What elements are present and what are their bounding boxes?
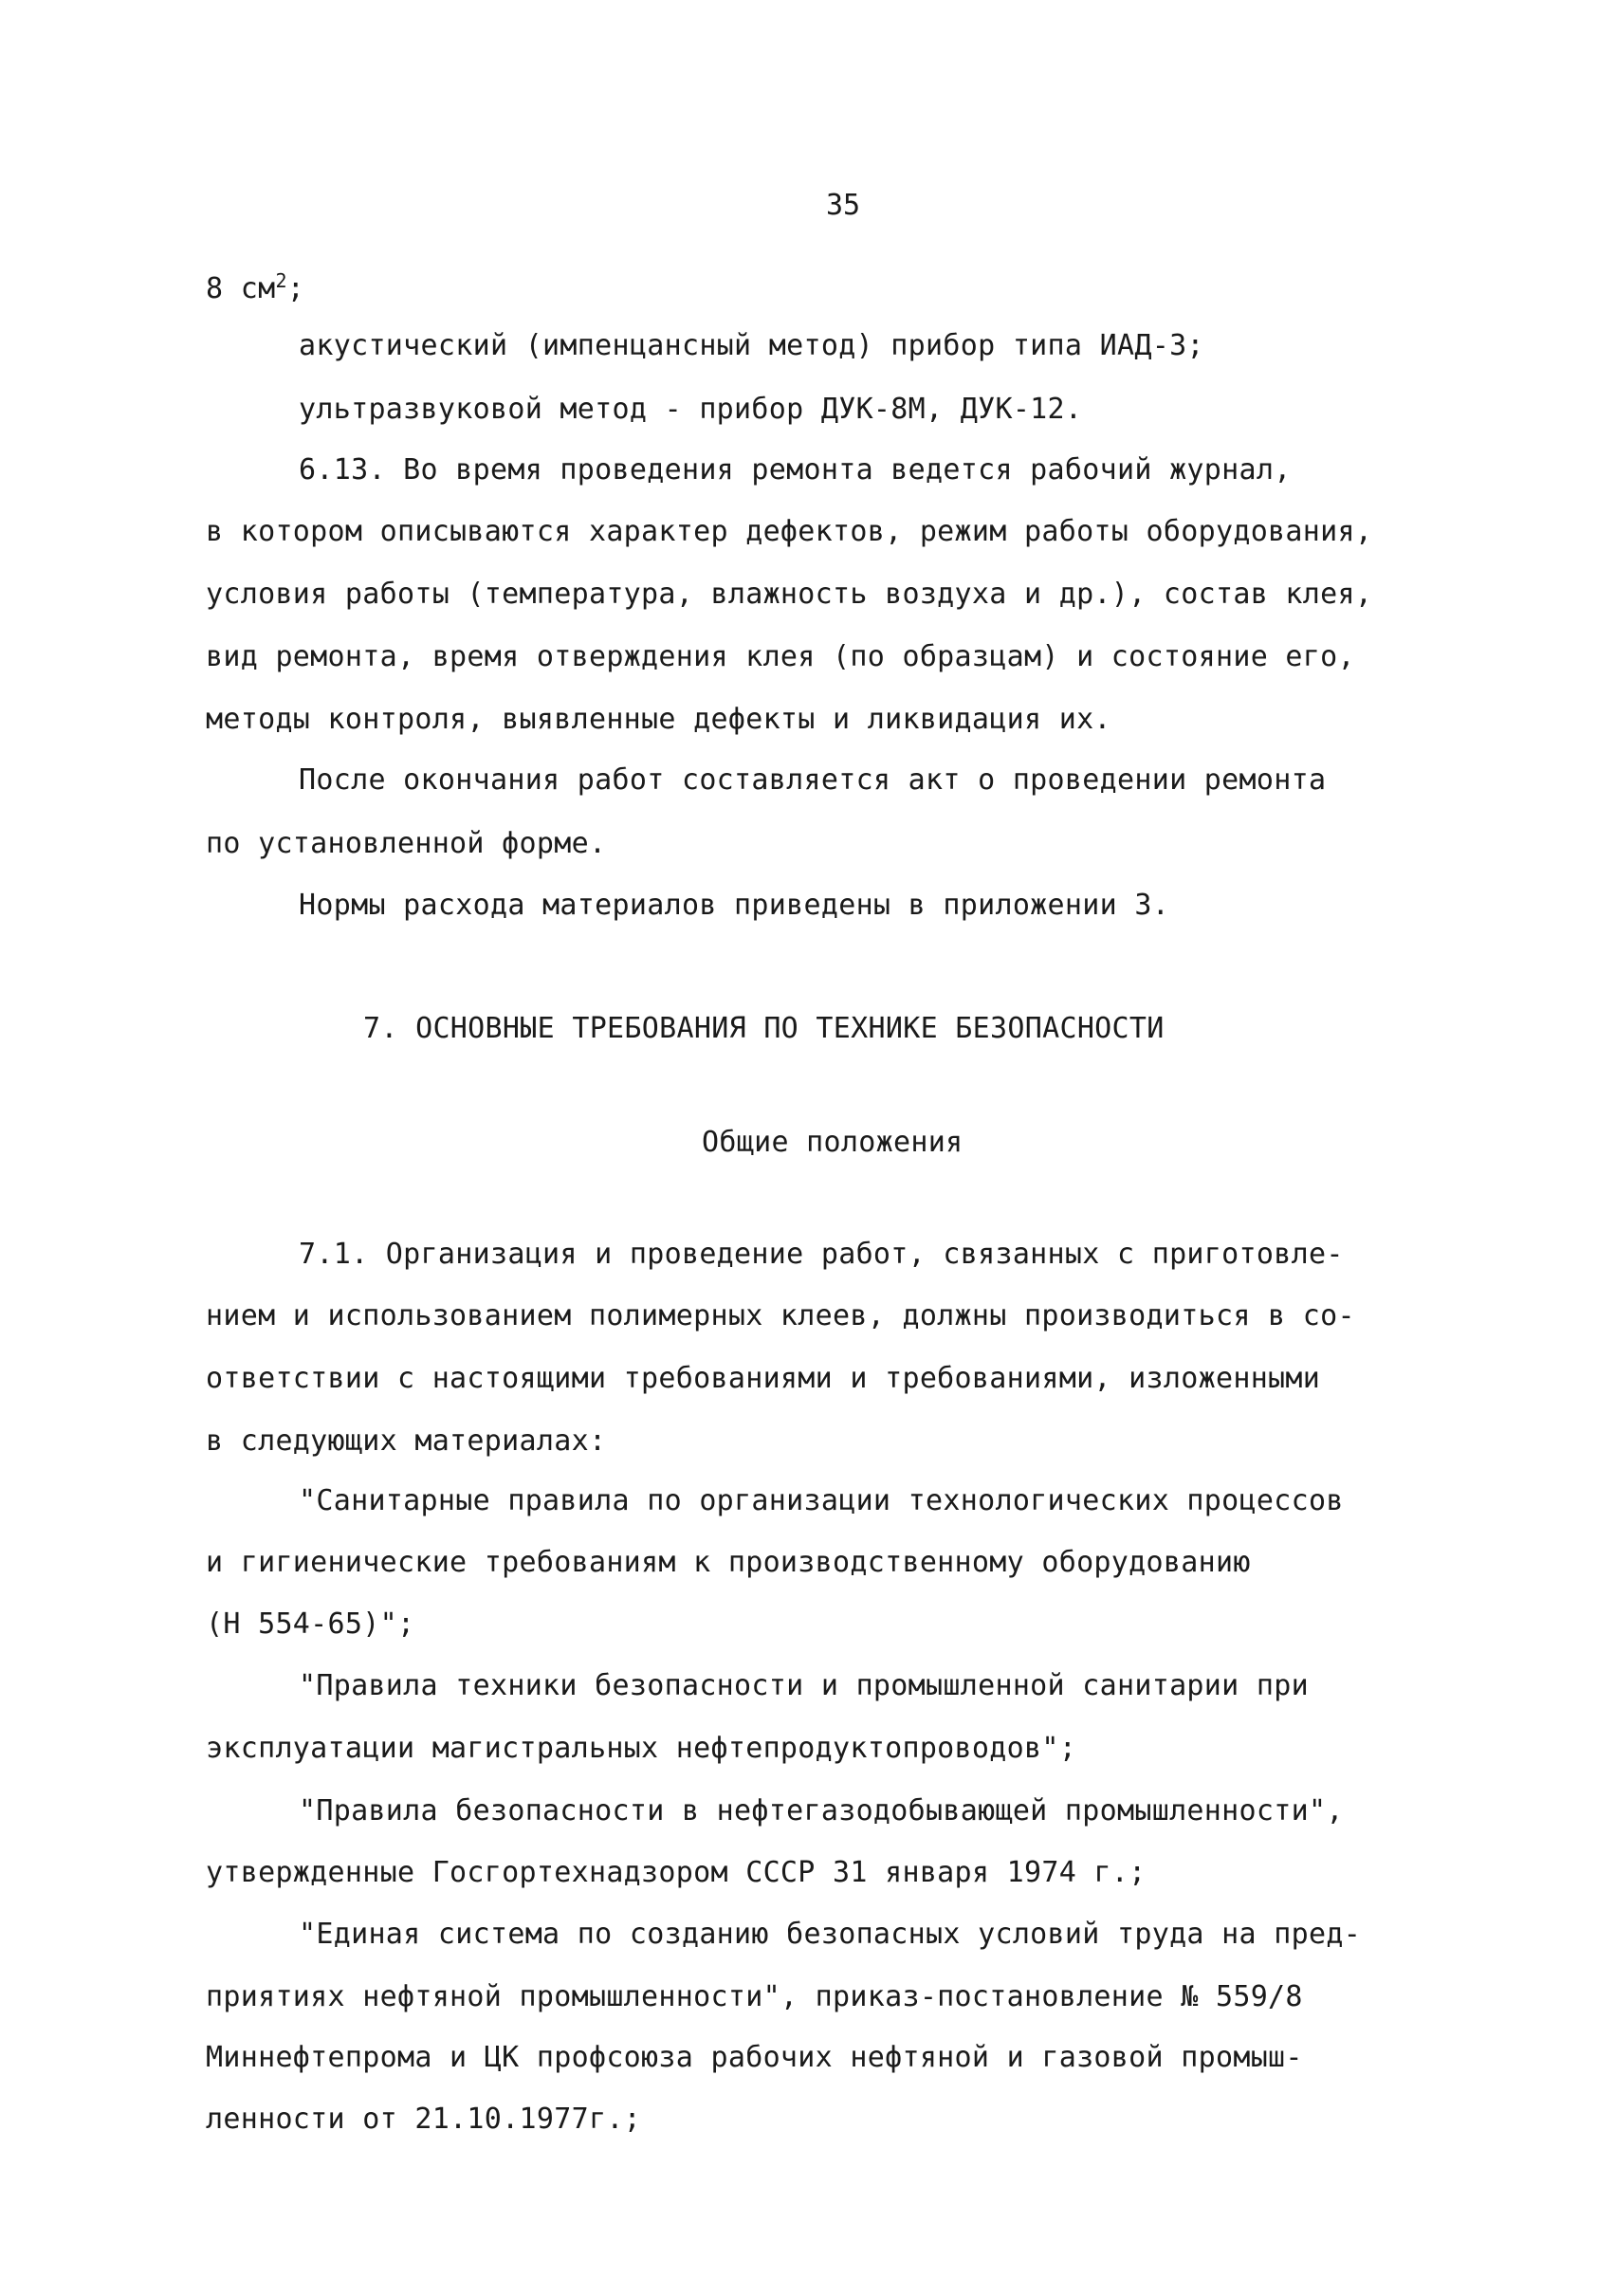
top-fragment-superscript: 2 [275,269,287,292]
reference-line: Миннефтепрома и ЦК профсоюза рабочих нефтяной и газовой промыш- [206,2041,1303,2074]
paragraph-6-13-line: в котором описываются характер дефектов, режим работы оборудования, [206,515,1373,548]
reference-line: эксплуатации магистральных нефтепродуктопроводов"; [206,1732,1077,1765]
top-fragment-suffix: ; [286,272,305,305]
paragraph-7-1-line: в следующих материалах: [206,1424,607,1458]
page-number: 35 [826,189,861,222]
reference-line: ленности от 21.10.1977г.; [206,2103,642,2136]
paragraph-act-line: После окончания работ составляется акт о проведении ремонта [299,763,1327,797]
top-fragment-prefix: 8 см [206,272,276,305]
reference-line: "Санитарные правила по организации технологических процессов [299,1484,1344,1517]
reference-line: "Правила безопасности в нефтегазодобывающей промышленности", [299,1794,1344,1828]
paragraph-6-13-line: методы контроля, выявленные дефекты и ликвидация их. [206,703,1111,736]
paragraph-6-13-line: 6.13. Во время проведения ремонта ведется рабочий журнал, [299,453,1292,487]
reference-line: "Правила техники безопасности и промышленной санитарии при [299,1669,1309,1702]
paragraph-6-13-line: вид ремонта, время отверждения клея (по образцам) и состояние его, [206,640,1355,673]
paragraph-7-1-line: 7.1. Организация и проведение работ, связанных с приготовле- [299,1238,1344,1271]
reference-line: и гигиенические требованиям к производственному оборудованию [206,1546,1251,1579]
reference-line: утвержденные Госгортехнадзором СССР 31 января 1974 г.; [206,1856,1147,1889]
reference-line: приятиях нефтяной промышленности", приказ-постановление № 559/8 [206,1980,1303,2013]
subsection-title: Общие положения [702,1126,963,1159]
top-fragment [206,270,304,308]
reference-line: (Н 554-65)"; [206,1607,415,1641]
reference-line: "Единая система по созданию безопасных условий труда на пред- [299,1918,1362,1951]
method-line: ультразвуковой метод - прибор ДУК-8М, ДУК-12. [299,393,1083,426]
method-line: акустический (импенцансный метод) прибор типа ИАД-3; [299,329,1204,362]
paragraph-norms: Нормы расхода материалов приведены в приложении 3. [299,889,1170,922]
paragraph-7-1-line: ответствии с настоящими требованиями и требованиями, изложенными [206,1362,1321,1395]
paragraph-7-1-line: нием и использованием полимерных клеев, должны производиться в со- [206,1299,1355,1332]
paragraph-6-13-line: условия работы (температура, влажность воздуха и др.), состав клея, [206,578,1373,611]
paragraph-act-line: по установленной форме. [206,827,607,860]
section-title: 7. ОСНОВНЫЕ ТРЕБОВАНИЯ ПО ТЕХНИКЕ БЕЗОПАСНОСТИ [363,1012,1165,1045]
